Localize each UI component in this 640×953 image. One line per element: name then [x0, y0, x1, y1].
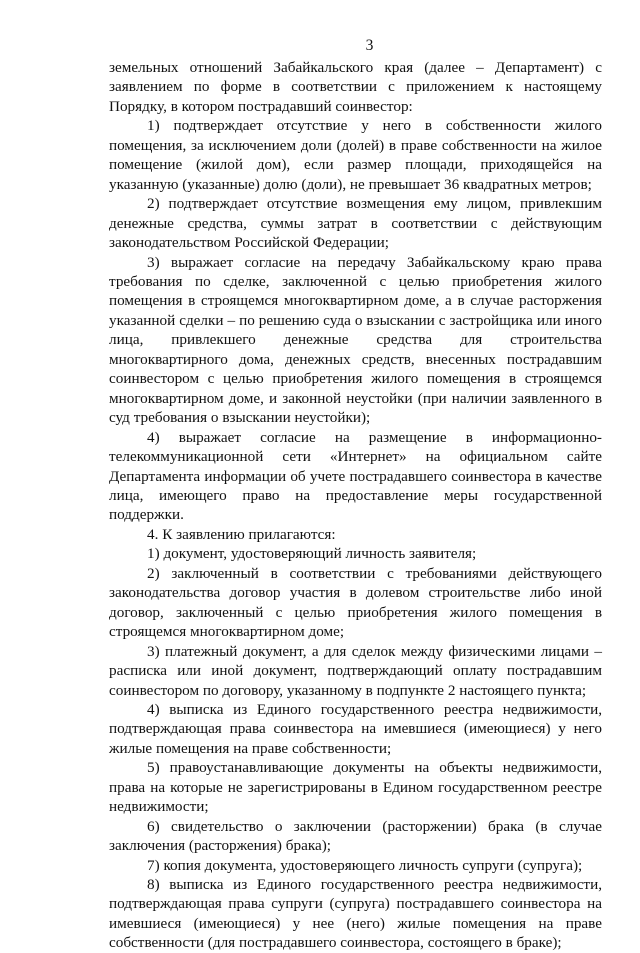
attachment-item-7: 7) копия документа, удостоверяющего личность супруги (супруга);: [147, 856, 583, 874]
attachment-item-1: 1) документ, удостоверяющий личность заявителя;: [147, 545, 477, 563]
attachment-item-5: 5) правоустанавливающие документы на объекты недвижимости, права на которые не зарегистрированы в Едином государственном реестре недвижимости;: [109, 759, 602, 816]
page-number: 3: [365, 37, 374, 54]
document-body: [109, 58, 602, 953]
paragraph-item-4: 4) выражает согласие на размещение в информационно-телекоммуникационной сети «Интернет» на официальном сайте Департамента информации об учете пострадавшего соинвестора в качестве лица, имеющего право на предоставление меры государственной поддержки.: [109, 428, 602, 524]
paragraph-item-3: 3) выражает согласие на передачу Забайкальскому краю права требования по сделке, заключенной с целью приобретения жилого помещения в строящемся многоквартирном доме, а в случае расторжения указанной сделки – по решению суда о взыскании с застройщика или иного лица, привлекшего денежные средства для строительства многоквартирного дома, денежных средств, внесенных пострадавшим соинвестором с целью приобретения жилого помещения в строящемся многоквартирном доме, и законной неустойки (при наличии заявленного в суд требования о взыскании неустойки);: [109, 253, 602, 427]
attachment-item-8: 8) выписка из Единого государственного реестра недвижимости, подтверждающая права супруги (супруга) пострадавшего соинвестора на имевшиеся (имеющиеся) у нее (него) жилые помещения на праве собственности (для пострадавшего соинвестора, состоящего в браке);: [109, 876, 602, 952]
paragraph-item-2: 2) подтверждает отсутствие возмещения ему лицом, привлекшим денежные средства, суммы затрат в соответствии с действующим законодательством Российской Федерации;: [109, 195, 602, 252]
attachment-item-3: 3) платежный документ, а для сделок между физическими лицами – расписка или иной документ, подтверждающий оплату пострадавшим соинвестором по договору, указанному в подпункте 2 настоящего пункта;: [109, 642, 602, 699]
paragraph-continuation: земельных отношений Забайкальского края (далее – Департамент) с заявлением по форме в соответствии с приложением к настоящему Порядку, в котором пострадавший соинвестор:: [109, 59, 602, 115]
attachment-item-6: 6) свидетельство о заключении (расторжении) брака (в случае заключения (расторжения) брака);: [109, 817, 602, 855]
attachment-item-4: 4) выписка из Единого государственного реестра недвижимости, подтверждающая права соинвестора на имевшиеся (имеющиеся) у него жилые помещения на праве собственности;: [109, 700, 602, 757]
attachment-item-2: 2) заключенный в соответствии с требованиями действующего законодательства договор участия в долевом строительстве либо иной договор, заключенный с целью приобретения жилого помещения в строящемся многоквартирном доме;: [109, 564, 602, 641]
paragraph-item-1: 1) подтверждает отсутствие у него в собственности жилого помещения, за исключением доли (долей) в праве собственности на жилое помещение (жилой дом), если размер площади, приходящейся на указанную (указанные) долю (доли), не превышает 36 квадратных метров;: [109, 117, 602, 193]
section-heading-4: 4. К заявлению прилагаются:: [147, 525, 336, 543]
